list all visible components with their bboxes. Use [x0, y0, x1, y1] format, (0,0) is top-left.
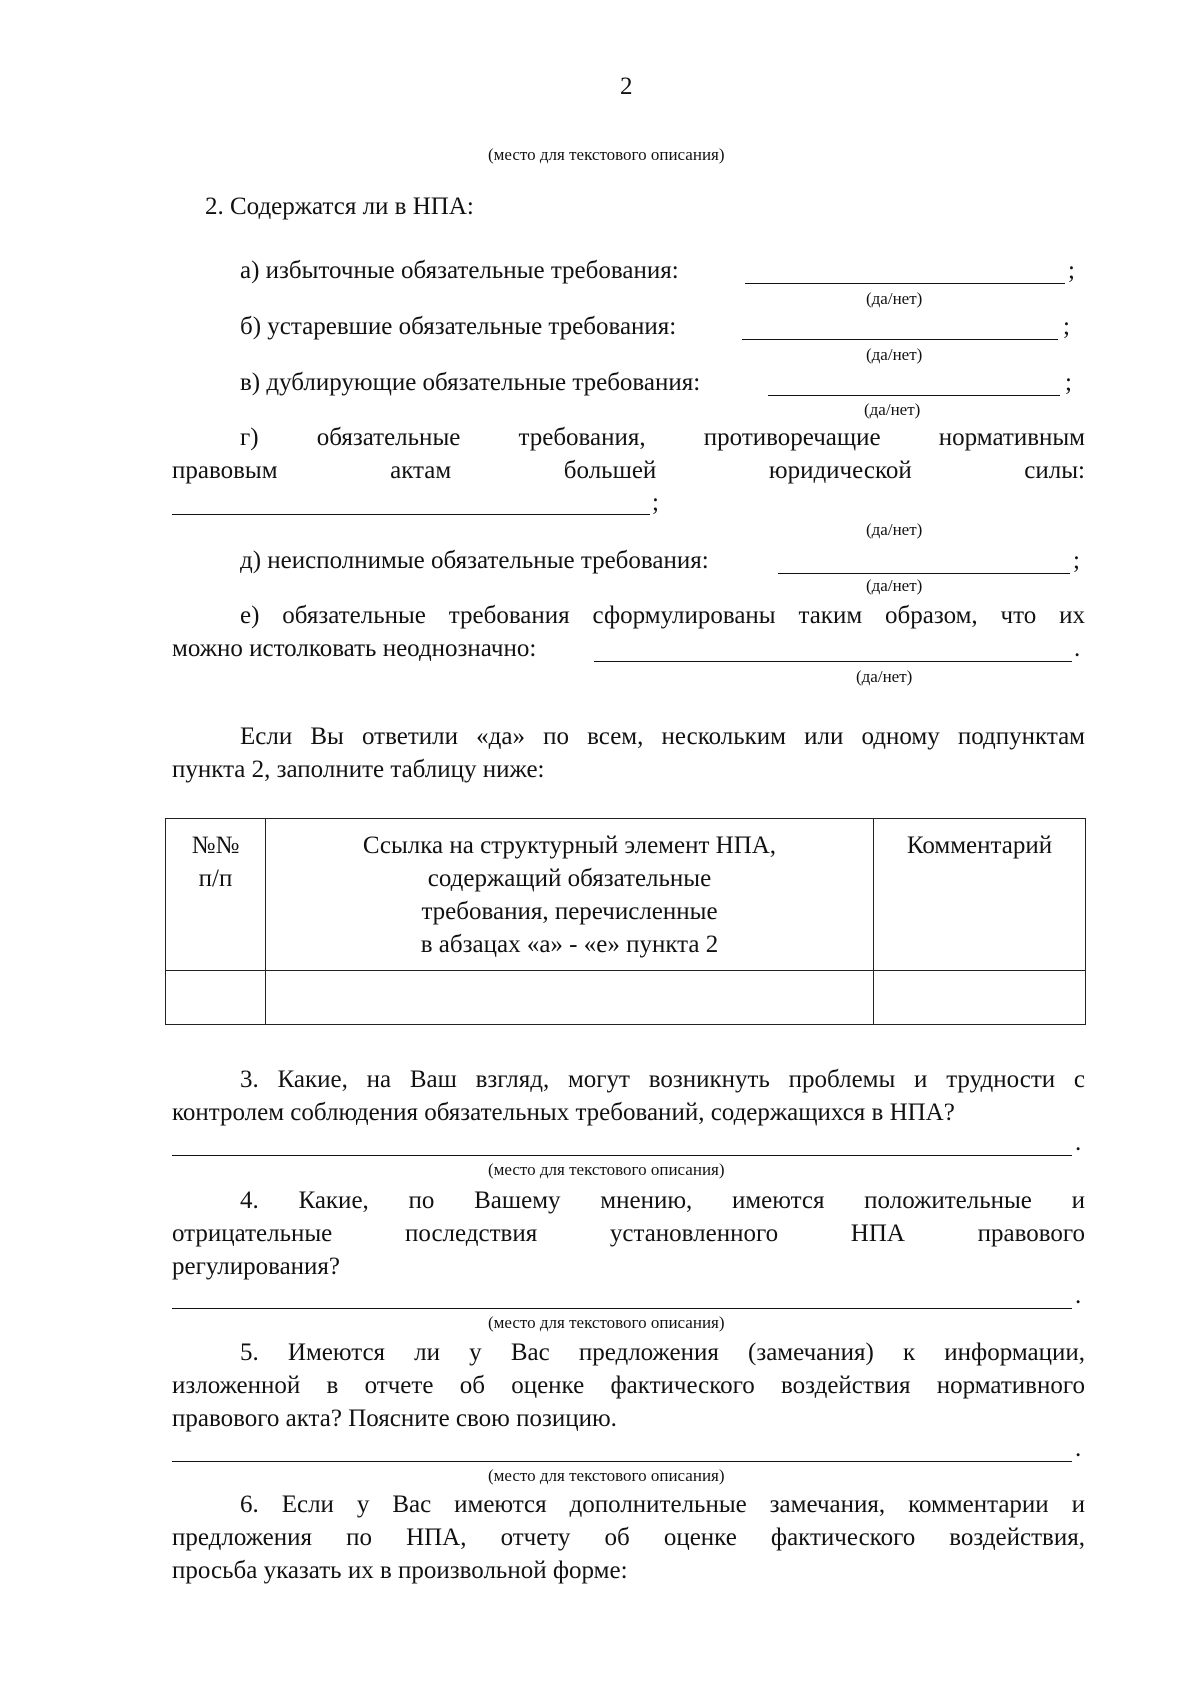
- q6-line2: предложения по НПА, отчету об оценке фактического воздействия,: [172, 1524, 1085, 1551]
- q2-e-line1: е) обязательные требования сформулированы таким образом, что их: [240, 602, 1085, 629]
- table-cell-number[interactable]: [166, 971, 266, 1025]
- table-header-number: [166, 819, 266, 971]
- q2-e-answer-line[interactable]: [594, 661, 1072, 662]
- q2-d-answer-line[interactable]: [778, 573, 1070, 574]
- q2-a-label: а) избыточные обязательные требования:: [240, 257, 679, 284]
- note-line2: пункта 2, заполните таблицу ниже:: [172, 756, 545, 783]
- requirements-table: [165, 818, 1086, 1025]
- q2-v-semicolon: ;: [1065, 369, 1072, 396]
- table-header-reference-line4: в абзацах «а» - «е» пункта 2: [420, 931, 719, 958]
- q2-v-answer-line[interactable]: [768, 395, 1060, 396]
- q2-a-answer-line[interactable]: [745, 283, 1065, 284]
- table-header-comment-label: Комментарий: [906, 832, 1053, 859]
- q2-a-semicolon: ;: [1068, 257, 1075, 284]
- q2-d-semicolon: ;: [1073, 547, 1080, 574]
- q2-b-semicolon: ;: [1063, 313, 1070, 340]
- q4-answer-line[interactable]: [172, 1308, 1072, 1309]
- q2-v-label: в) дублирующие обязательные требования:: [240, 369, 701, 396]
- q3-period: .: [1075, 1129, 1082, 1156]
- table-header-number-line2: п/п: [198, 865, 233, 892]
- q2-title: 2. Содержатся ли в НПА:: [205, 193, 474, 220]
- table-header-row: [166, 819, 1086, 971]
- q2-g-line2: правовым актам большей юридической силы:: [172, 457, 1085, 484]
- q2-d-label: д) неисполнимые обязательные требования:: [240, 547, 709, 574]
- q2-g-caption: (да/нет): [866, 520, 923, 539]
- q4-line1: 4. Какие, по Вашему мнению, имеются положительные и: [240, 1187, 1085, 1214]
- q3-answer-line[interactable]: [172, 1155, 1072, 1156]
- q5-line1: 5. Имеются ли у Вас предложения (замечания) к информации,: [240, 1339, 1085, 1366]
- q3-line1: 3. Какие, на Ваш взгляд, могут возникнуть проблемы и трудности с: [240, 1066, 1085, 1093]
- q2-g-line1: г) обязательные требования, противоречащие нормативным: [240, 424, 1085, 451]
- q6-line3: просьба указать их в произвольной форме:: [172, 1557, 628, 1584]
- caption-text-place-top: (место для текстового описания): [488, 145, 725, 164]
- table-cell-comment[interactable]: [874, 971, 1086, 1025]
- table-cell-reference[interactable]: [266, 971, 874, 1025]
- q5-line3: правового акта? Поясните свою позицию.: [172, 1405, 617, 1432]
- q5-answer-line[interactable]: [172, 1461, 1072, 1462]
- q2-e-line2: можно истолковать неоднозначно:: [172, 635, 537, 662]
- q4-period: .: [1075, 1282, 1082, 1309]
- table-row: [166, 971, 1086, 1025]
- table-header-reference-line2: содержащий обязательные: [427, 865, 712, 892]
- q2-d-caption: (да/нет): [866, 576, 923, 595]
- note-line1: Если Вы ответили «да» по всем, нескольким или одному подпунктам: [240, 723, 1085, 750]
- q2-g-answer-line[interactable]: [172, 514, 650, 515]
- table-header-number-line1: №№: [191, 832, 240, 859]
- q5-period: .: [1075, 1435, 1082, 1462]
- table-header-comment: [874, 819, 1086, 971]
- q3-caption: (место для текстового описания): [488, 1160, 725, 1179]
- q4-caption: (место для текстового описания): [488, 1313, 725, 1332]
- q4-line3: регулирования?: [172, 1253, 341, 1280]
- table-header-reference-line1: Ссылка на структурный элемент НПА,: [362, 832, 777, 859]
- q5-line2: изложенной в отчете об оценке фактического воздействия нормативного: [172, 1372, 1085, 1399]
- q2-g-semicolon: ;: [652, 489, 659, 516]
- table-header-reference-line3: требования, перечисленные: [421, 898, 718, 925]
- table-header-reference: [266, 819, 874, 971]
- q4-line2: отрицательные последствия установленного НПА правового: [172, 1220, 1085, 1247]
- q2-e-period: .: [1074, 635, 1081, 662]
- q2-a-caption: (да/нет): [866, 289, 923, 308]
- q2-b-answer-line[interactable]: [742, 339, 1058, 340]
- q2-b-caption: (да/нет): [866, 345, 923, 364]
- q3-line2: контролем соблюдения обязательных требований, содержащихся в НПА?: [172, 1099, 955, 1126]
- q2-v-caption: (да/нет): [864, 400, 921, 419]
- q2-e-caption: (да/нет): [856, 667, 913, 686]
- q2-b-label: б) устаревшие обязательные требования:: [240, 313, 677, 340]
- q6-line1: 6. Если у Вас имеются дополнительные замечания, комментарии и: [240, 1491, 1085, 1518]
- q5-caption: (место для текстового описания): [488, 1466, 725, 1485]
- page-number: 2: [620, 73, 633, 100]
